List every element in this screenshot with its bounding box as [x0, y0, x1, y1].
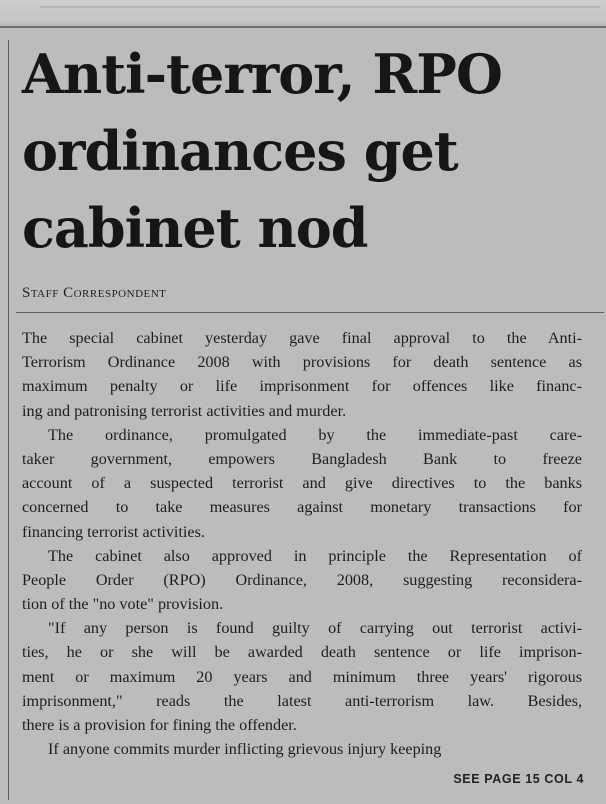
- headline-line: cabinet nod: [22, 196, 368, 260]
- headline-line: ordinances get: [22, 119, 458, 183]
- article-headline: [22, 36, 602, 267]
- body-line: ties, he or she will be awarded death sentence or life imprison-: [22, 643, 582, 662]
- body-line: People Order (RPO) Ordinance, 2008, suggesting reconsidera-: [22, 570, 582, 589]
- bleed-through-line: [40, 6, 600, 12]
- body-line: The cabinet also approved in principle the Representation of: [48, 546, 582, 565]
- body-line: there is a provision for fining the offender.: [22, 716, 297, 734]
- byline: Staff Correspondent: [22, 285, 167, 301]
- body-line: account of a suspected terrorist and give directives to the banks: [22, 474, 582, 493]
- column-left-rule: [8, 40, 9, 800]
- top-rule: [0, 26, 606, 28]
- body-line: ing and patronising terrorist activities and murder.: [22, 401, 347, 420]
- body-line: concerned to take measures against monetary transactions for: [22, 498, 582, 517]
- body-line: maximum penalty or life imprisonment for offences like financ-: [22, 377, 582, 396]
- body-line: The ordinance, promulgated by the immediate-past care-: [48, 425, 582, 444]
- body-line: "If any person is found guilty of carrying out terrorist activi-: [48, 619, 582, 638]
- body-line: taker government, empowers Bangladesh Bank to freeze: [22, 449, 582, 468]
- body-line: ment or maximum 20 years and minimum three years' rigorous: [22, 667, 582, 686]
- body-line: If anyone commits murder inflicting grievous injury keeping: [48, 740, 442, 759]
- body-line: The special cabinet yesterday gave final approval to the Anti-: [22, 329, 582, 347]
- body-line: imprisonment," reads the latest anti-terrorism law. Besides,: [22, 691, 582, 710]
- article-body: [22, 326, 582, 761]
- continuation-reference: SEE PAGE 15 COL 4: [453, 772, 584, 786]
- headline-line: Anti-terror, RPO: [22, 42, 502, 106]
- byline-rule: [16, 312, 604, 313]
- top-page-strip: [0, 0, 606, 22]
- body-line: tion of the "no vote" provision.: [22, 595, 224, 614]
- body-line: financing terrorist activities.: [22, 522, 205, 541]
- body-line: Terrorism Ordinance 2008 with provisions for death sentence as: [22, 353, 582, 372]
